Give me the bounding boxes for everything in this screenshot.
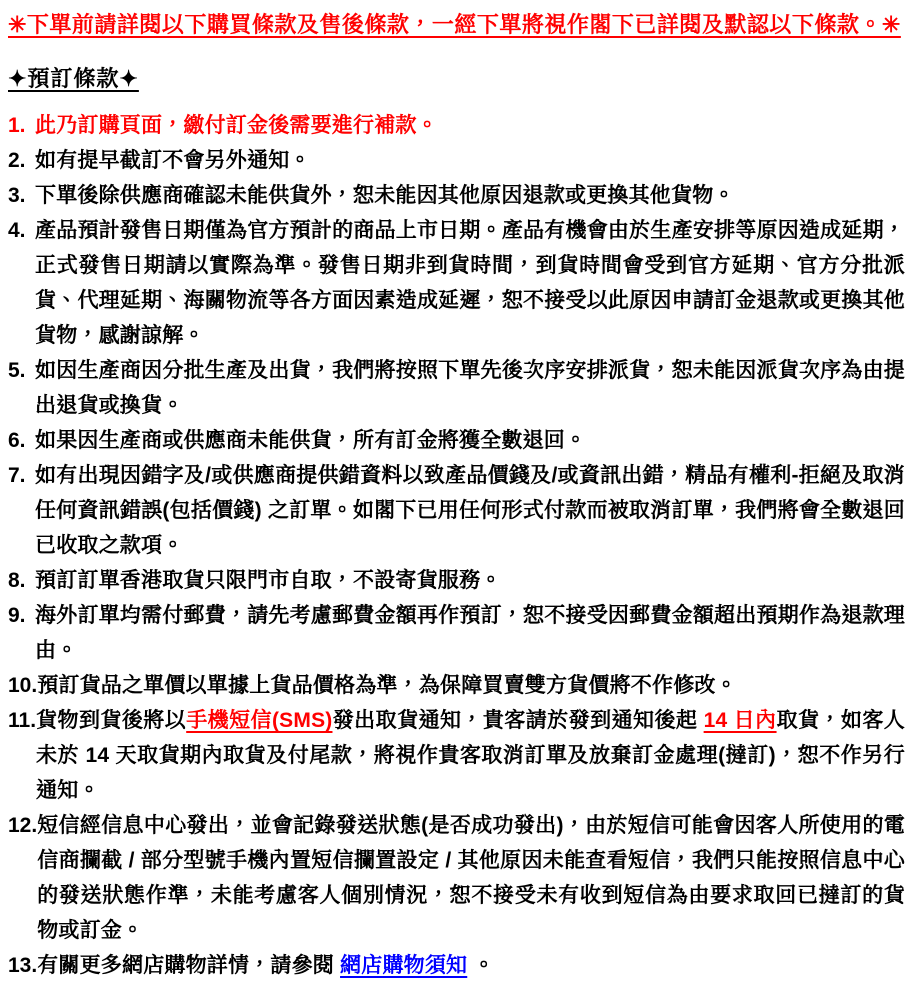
term-text (35, 423, 905, 458)
text-segment: 發出取貨通知，貴客請於發到通知後起 (332, 709, 704, 732)
term-text (37, 668, 905, 703)
text-segment: 如因生產商因分批生產及出貨，我們將按照下單先後次序安排派貨，恕未能因派貨次序為由提出退貨或換貨。 (35, 359, 905, 417)
term-item-10 (8, 668, 905, 703)
text-segment: 預訂訂單香港取貨只限門市自取，不設寄貨服務。 (35, 569, 502, 592)
term-number: 2. (8, 149, 26, 172)
text-segment: 如有提早截訂不會另外通知。 (35, 149, 311, 172)
term-number: 1. (8, 114, 26, 137)
term-text (37, 948, 905, 983)
term-item-3 (8, 178, 905, 213)
text-segment: 產品預計發售日期僅為官方預計的商品上市日期。產品有機會由於生產安排等原因造成延期，正式發售日期請以實際為準。發售日期非到貨時間，到貨時間會受到官方延期、官方分批派貨、代理延期、海關物流等各方面因素造成延遲，恕不接受以此原因申請訂金退款或更換其他貨物，感謝諒解。 (35, 219, 905, 347)
terms-list (8, 108, 905, 983)
term-text (36, 703, 905, 808)
text-segment: 如有出現因錯字及/或供應商提供錯資料以致產品價錢及/或資訊出錯，精品有權利-拒絕及取消任何資訊錯誤(包括價錢) 之訂單。如閣下已用任何形式付款而被取消訂單，我們將會全數退回已收取之款項。 (35, 464, 905, 557)
pre-order-warning-banner (8, 10, 905, 40)
term-text (35, 563, 905, 598)
term-text (35, 143, 905, 178)
term-number: 7. (8, 464, 26, 487)
text-segment: 14 日內 (703, 709, 777, 732)
term-item-4 (8, 213, 905, 353)
term-item-2 (8, 143, 905, 178)
text-segment: 海外訂單均需付郵費，請先考慮郵費金額再作預訂，恕不接受因郵費金額超出預期作為退款理由。 (35, 604, 905, 662)
term-number: 9. (8, 604, 26, 627)
term-number: 8. (8, 569, 26, 592)
section-heading-preorder-terms: ✦預訂條款✦ (8, 66, 139, 91)
term-item-6 (8, 423, 905, 458)
term-text (35, 353, 905, 423)
text-segment: 此乃訂購頁面，繳付訂金後需要進行補款。 (35, 114, 438, 137)
term-number: 3. (8, 184, 26, 207)
term-text (35, 108, 905, 143)
text-segment: 取貨，如客人未於 14 天取貨期內取貨及付尾款，將視作貴客取消訂單及放棄訂金處理(撻訂)，恕不作另行通知。 (36, 709, 905, 802)
term-text (35, 458, 905, 563)
text-segment: 有關更多網店購物詳情，請參閱 (37, 954, 341, 977)
store-shopping-guide-link[interactable]: 網店購物須知 (340, 954, 468, 977)
text-segment: 貨物到貨後將以 (36, 709, 187, 732)
term-item-11 (8, 703, 905, 808)
text-segment: 預訂貨品之單價以單據上貨品價格為準，為保障買賣雙方貨價將不作修改。 (37, 674, 737, 697)
term-text (35, 178, 905, 213)
term-item-9 (8, 598, 905, 668)
term-item-12 (8, 808, 905, 948)
term-number: 6. (8, 429, 26, 452)
text-segment: 短信經信息中心發出，並會記錄發送狀態(是否成功發出)，由於短信可能會因客人所使用的電信商攔截 / 部分型號手機內置短信攔置設定 / 其他原因未能查看短信，我們只能按照信息中心的發送狀態作準，未能考慮客人個別情況，恕不接受未有收到短信為由要求取回已撻訂的貨物或訂金。 (37, 814, 905, 942)
text-segment: 。 (467, 954, 495, 977)
term-number: 5. (8, 359, 26, 382)
term-number: 12. (8, 814, 38, 837)
term-text (37, 808, 905, 948)
term-number: 4. (8, 219, 26, 242)
term-text (35, 213, 905, 353)
text-segment: 如果因生產商或供應商未能供貨，所有訂金將獲全數退回。 (35, 429, 587, 452)
term-item-7 (8, 458, 905, 563)
text-segment: 手機短信(SMS) (186, 709, 333, 732)
term-text (35, 598, 905, 668)
text-segment: 下單後除供應商確認未能供貨外，恕未能因其他原因退款或更換其他貨物。 (35, 184, 735, 207)
section-heading-row (8, 64, 905, 94)
term-number: 10. (8, 674, 38, 697)
term-item-13 (8, 948, 905, 983)
term-item-1 (8, 108, 905, 143)
pre-order-warning-text: ✳下單前請詳閱以下購買條款及售後條款，一經下單將視作閣下已詳閱及默認以下條款。✳ (8, 12, 901, 37)
term-item-8 (8, 563, 905, 598)
term-number: 13. (8, 954, 38, 977)
term-number: 11. (8, 709, 37, 732)
term-item-5 (8, 353, 905, 423)
